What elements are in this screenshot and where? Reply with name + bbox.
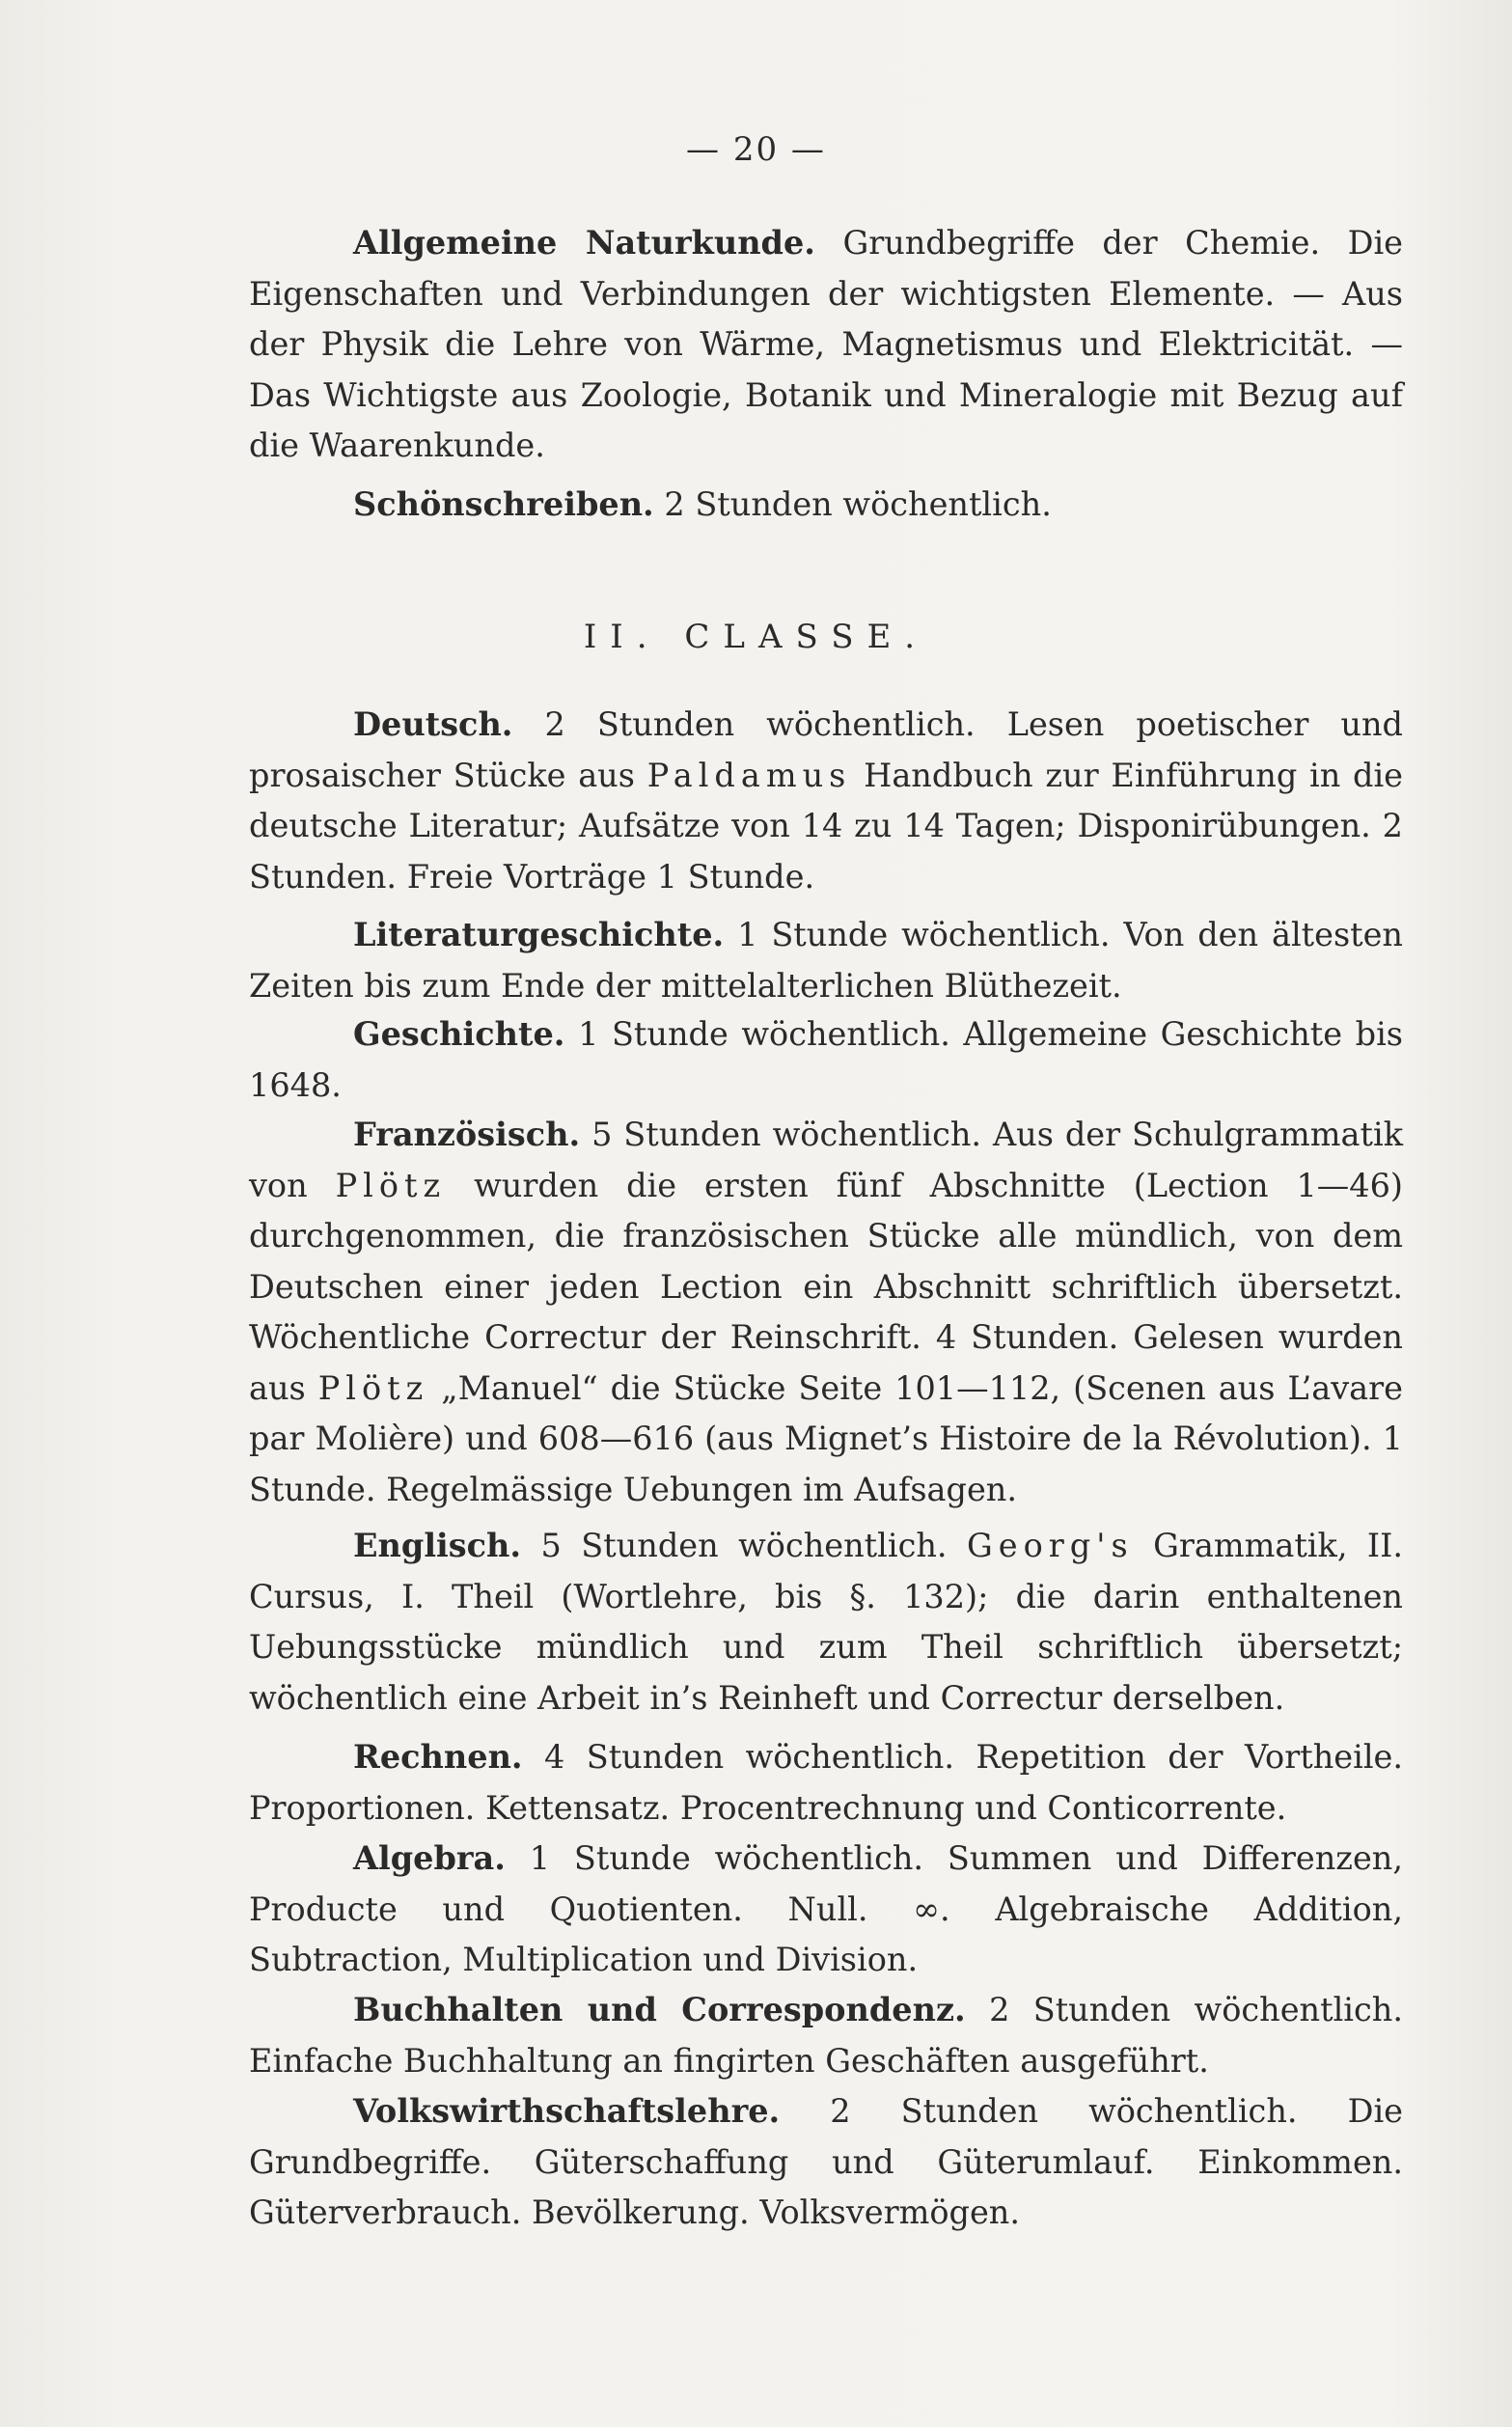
paragraph-title: Rechnen.: [353, 1738, 523, 1776]
paragraph-deutsch: [249, 700, 1403, 902]
paragraph-volkswirthschaftslehre: [249, 2086, 1403, 2239]
paragraph-text: 2 Stunden wöchentlich. Einfache Buchhaltung an fingirten Geschäften ausgeführt.: [249, 1991, 1403, 2080]
paragraph-algebra: [249, 1834, 1403, 1986]
paragraph-title: Deutsch.: [353, 705, 513, 743]
page-number: — 20 —: [686, 130, 826, 169]
paragraph-text: Handbuch zur Einführung in die deutsche Literatur; Aufsätze von 14 zu 14 Tagen; Disponirübungen. 2 Stunden. Freie Vorträge 1 Stunde.: [249, 756, 1403, 896]
paragraph-franzoesisch: [249, 1110, 1403, 1515]
paragraph-text: 1 Stunde wöchentlich. Von den ältesten Zeiten bis zum Ende der mittelalterlichen Blüthezeit.: [249, 916, 1403, 1005]
author-name: Paldamus: [646, 756, 852, 794]
paragraph-title: Englisch.: [353, 1527, 522, 1564]
author-name: Plötz: [317, 1368, 429, 1407]
paragraph-text: Grammatik, II. Cursus, I. Theil (Wortlehre, bis §. 132); die darin enthaltenen Uebungsstücke mündlich und zum Theil schriftlich übersetzt; wöchentlich eine Arbeit in’s Reinheft und Correctur derselben.: [249, 1527, 1404, 1717]
paragraph-title: Buchhalten und Correspondenz.: [353, 1991, 966, 2028]
paragraph-text: 2 Stunden wöchentlich.: [664, 485, 1052, 523]
paragraph-buchhalten: [249, 1985, 1403, 2086]
paragraph-text: 5 Stunden wöchentlich. Aus der Schulgrammatik von: [249, 1116, 1404, 1204]
paragraph-title: Schönschreiben.: [353, 485, 654, 523]
paragraph-title: Algebra.: [353, 1839, 506, 1877]
paragraph-text: 4 Stunden wöchentlich. Repetition der Vortheile. Proportionen. Kettensatz. Procentrechnung und Conticorrente.: [249, 1738, 1404, 1827]
paragraph-title: Literaturgeschichte.: [353, 916, 725, 953]
paragraph-title: Geschichte.: [353, 1015, 565, 1053]
paragraph-geschichte: [249, 1009, 1403, 1111]
paragraph-rechnen: [249, 1732, 1403, 1834]
paragraph-title: Allgemeine Naturkunde.: [353, 224, 815, 262]
paragraph-title: Französisch.: [353, 1116, 581, 1153]
paragraph-text: 1 Stunde wöchentlich. Summen und Differenzen, Producte und Quotienten. Null. ∞. Algebraische Addition, Subtraction, Multiplication und Division.: [249, 1839, 1403, 1978]
paragraph-text: 1 Stunde wöchentlich. Allgemeine Geschichte bis 1648.: [249, 1015, 1403, 1104]
paragraph-literaturgeschichte: [249, 910, 1403, 1011]
paragraph-text: 5 Stunden wöchentlich.: [540, 1527, 948, 1564]
paragraph-text: „Manuel“ die Stücke Seite 101—112, (Scenen aus L’avare par Molière) und 608—616 (aus Mignet’s Histoire de la Révolution). 1 Stunde. Regelmässige Uebungen im Aufsagen.: [249, 1368, 1403, 1508]
paragraph-text: 2 Stunden wöchentlich. Die Grundbegriffe. Güterschaffung und Güterumlauf. Einkommen. Güterverbrauch. Bevölkerung. Volksvermögen.: [249, 2092, 1403, 2231]
paragraph-naturkunde: [249, 218, 1403, 472]
paragraph-text: 2 Stunden wöchentlich. Lesen poetischer und prosaischer Stücke aus: [249, 705, 1403, 794]
paragraph-text: wurden die ersten fünf Abschnitte (Lection 1—46) durchgenommen, die französischen Stücke alle mündlich, von dem Deutschen einer jeden Lection ein Abschnitt schriftlich übersetzt. Wöchentliche Correctur der Reinschrift. 4 Stunden. Gelesen wurden aus: [249, 1166, 1403, 1407]
paragraph-schoenschreiben: [249, 480, 1403, 531]
paragraph-text: Grundbegriffe der Chemie. Die Eigenschaften und Verbindungen der wichtigsten Elemente. — Aus der Physik die Lehre von Wärme, Magnetismus und Elektricität. — Das Wichtigste aus Zoologie, Botanik und Mineralogie mit Bezug auf die Waarenkunde.: [249, 224, 1403, 464]
author-name: Plötz: [335, 1166, 447, 1204]
paragraph-title: Volkswirthschaftslehre.: [353, 2092, 781, 2130]
author-name: Georg's: [967, 1527, 1134, 1564]
class-heading: II. CLASSE.: [583, 618, 929, 656]
paragraph-englisch: [249, 1521, 1403, 1724]
